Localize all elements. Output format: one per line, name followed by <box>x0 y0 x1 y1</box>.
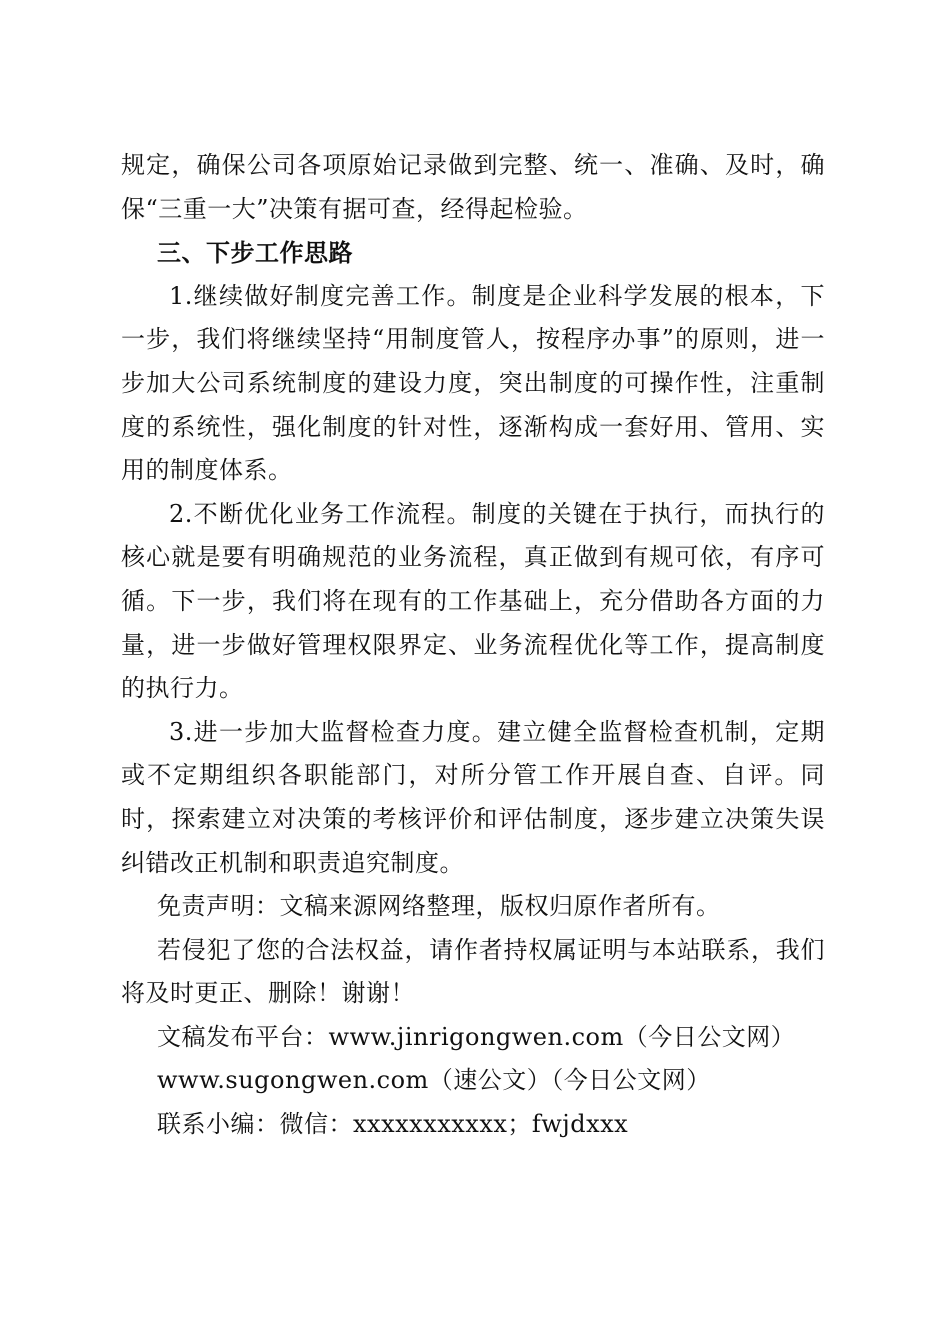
document-body <box>121 144 825 1147</box>
paragraph-1: 1.继续做好制度完善工作。制度是企业科学发展的根本，下一步，我们将继续坚持“用制度管人，按程序办事”的原则，进一步加大公司系统制度的建设力度，突出制度的可操作性，注重制度的系统性，强化制度的针对性，逐渐构成一套好用、管用、实用的制度体系。 <box>121 281 825 485</box>
continuation-paragraph: 规定，确保公司各项原始记录做到完整、统一、准确、及时，确保“三重一大”决策有据可查，经得起检验。 <box>121 151 825 223</box>
paragraph-3: 3.进一步加大监督检查力度。建立健全监督检查机制，定期或不定期组织各职能部门，对所分管工作开展自查、自评。同时，探索建立对决策的考核评价和评估制度，逐步建立决策失误纠错改正机制和职责追究制度。 <box>121 717 825 877</box>
contact-line: 联系小编：微信：xxxxxxxxxxx；fwjdxxx <box>157 1110 629 1139</box>
infringement-notice: 若侵犯了您的合法权益，请作者持权属证明与本站联系，我们将及时更正、删除！谢谢！ <box>121 935 825 1008</box>
platform-line: 文稿发布平台：www.jinrigongwen.com（今日公文网） <box>157 1022 796 1051</box>
site-line: www.sugongwen.com（速公文）（今日公文网） <box>157 1066 711 1095</box>
paragraph-2: 2.不断优化业务工作流程。制度的关键在于执行，而执行的核心就是要有明确规范的业务流程，真正做到有规可依，有序可循。下一步，我们将在现有的工作基础上，充分借助各方面的力量，进一步做好管理权限界定、业务流程优化等工作，提高制度的执行力。 <box>121 499 825 703</box>
disclaimer-text: 免责声明：文稿来源网络整理，版权归原作者所有。 <box>157 892 721 921</box>
section-heading: 三、下步工作思路 <box>157 238 353 268</box>
